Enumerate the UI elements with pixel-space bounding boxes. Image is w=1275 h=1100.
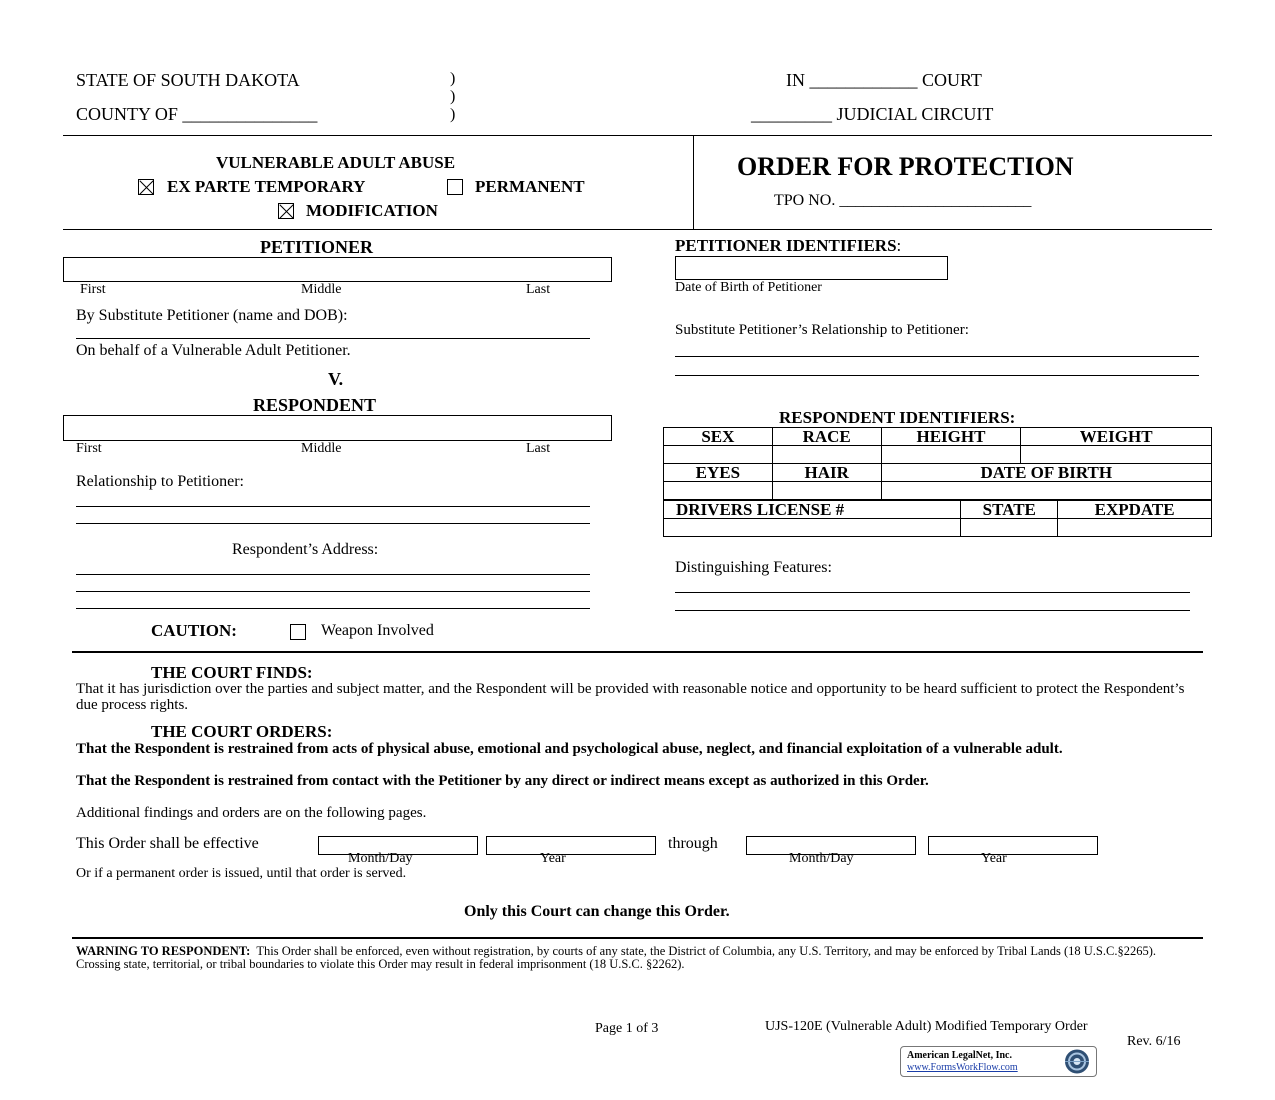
expdate-cell[interactable] [1058,519,1212,537]
globe-icon [1061,1048,1093,1075]
petitioner-name-field[interactable] [63,257,612,282]
last-name-label: Last [526,441,551,456]
month-day-label: Month/Day [348,851,413,866]
weight-header: WEIGHT [1021,428,1212,446]
permanent-label: PERMANENT [475,177,585,196]
dob-cell[interactable] [881,482,1211,500]
permanent-checkbox[interactable] [447,179,463,195]
weapon-label: Weapon Involved [321,622,434,639]
tpo-number: TPO NO. ________________________ [774,192,1032,209]
ex-parte-label: EX PARTE TEMPORARY [167,177,366,196]
height-header: HEIGHT [881,428,1021,446]
respondent-heading: RESPONDENT [253,395,377,415]
license-table [663,500,1212,537]
middle-name-label: Middle [301,441,342,456]
modification-checkbox[interactable] [278,203,294,219]
relationship-line[interactable] [76,523,590,524]
caption-paren: ) [450,88,456,105]
state-cell[interactable] [961,519,1058,537]
drivers-license-cell[interactable] [664,519,961,537]
effective-label: This Order shall be effective [76,835,259,852]
court-orders-heading: THE COURT ORDERS: [151,722,333,741]
warning-text: This Order shall be enforced, even without registration, by courts of any state, the District of Columbia, any U.S. Territory, and may be enforced by Tribal Lands (18 U.S.C.§2265). Crossing state, territorial, or tribal boundaries to violate this Order may result in federal imprisonment (18 U.S.C. §2262). [76,944,1157,971]
address-line[interactable] [76,574,590,575]
caption-paren: ) [450,70,456,87]
divider [63,135,1212,136]
versus-label: V. [328,369,344,389]
order-title: ORDER FOR PROTECTION [737,152,1074,181]
modification-label: MODIFICATION [306,201,438,220]
first-name-label: First [80,282,106,297]
divider [72,937,1203,939]
warning-label: WARNING TO RESPONDENT: [76,944,251,958]
eyes-header: EYES [664,464,773,482]
page-number: Page 1 of 3 [595,1021,659,1036]
logo-url[interactable]: www.FormsWorkFlow.com [907,1062,1018,1073]
substitute-relationship-label: Substitute Petitioner’s Relationship to Petitioner: [675,322,969,338]
respondent-identifiers-table [663,427,1212,500]
distinguishing-line[interactable] [675,610,1190,611]
address-line[interactable] [76,591,590,592]
race-cell[interactable] [772,446,881,464]
respondent-address-label: Respondent’s Address: [232,541,379,558]
divider [72,651,1203,653]
year-label: Year [981,851,1007,866]
race-header: RACE [772,428,881,446]
through-label: through [668,835,718,852]
court-finds-heading: THE COURT FINDS: [151,663,313,682]
substitute-relationship-line[interactable] [675,375,1199,376]
weapon-checkbox[interactable] [290,624,306,640]
divider [693,135,694,229]
petitioner-dob-label: Date of Birth of Petitioner [675,280,822,295]
circuit-label: _________ JUDICIAL CIRCUIT [751,104,994,124]
height-cell[interactable] [881,446,1021,464]
expdate-header: EXPDATE [1058,501,1212,519]
order-line-2: That the Respondent is restrained from contact with the Petitioner by any direct or indirect means except as authorized in this Order. [76,773,929,789]
additional-findings-text: Additional findings and orders are on the following pages. [76,805,427,821]
dob-header: DATE OF BIRTH [881,464,1211,482]
effective-start-year-field[interactable] [486,836,656,855]
caption-paren: ) [450,106,456,123]
distinguishing-line[interactable] [675,592,1190,593]
only-court-note: Only this Court can change this Order. [464,903,730,920]
sex-header: SEX [664,428,773,446]
county-label: COUNTY OF _______________ [76,104,318,124]
last-name-label: Last [526,282,551,297]
substitute-petitioner-label: By Substitute Petitioner (name and DOB): [76,307,348,324]
year-label: Year [540,851,566,866]
form-id: UJS-120E (Vulnerable Adult) Modified Temporary Order [765,1019,1088,1034]
caution-label: CAUTION: [151,621,237,640]
sex-cell[interactable] [664,446,773,464]
substitute-petitioner-line[interactable] [76,338,590,339]
relationship-label: Relationship to Petitioner: [76,473,244,490]
relationship-line[interactable] [76,506,590,507]
case-type-heading: VULNERABLE ADULT ABUSE [216,153,456,172]
drivers-license-header: DRIVERS LICENSE # [664,501,961,519]
address-line[interactable] [76,608,590,609]
hair-header: HAIR [772,464,881,482]
state-header: STATE [961,501,1058,519]
substitute-relationship-line[interactable] [675,356,1199,357]
logo-company-name: American LegalNet, Inc. [907,1050,1012,1061]
ex-parte-checkbox[interactable] [138,179,154,195]
effective-end-year-field[interactable] [928,836,1098,855]
respondent-name-field[interactable] [63,415,612,441]
first-name-label: First [76,441,102,456]
respondent-identifiers-heading: RESPONDENT IDENTIFIERS: [779,408,1016,427]
state-label: STATE OF SOUTH DAKOTA [76,70,300,90]
permanent-order-note: Or if a permanent order is issued, until that order is served. [76,866,407,881]
petitioner-dob-field[interactable] [675,256,948,280]
order-line-1: That the Respondent is restrained from acts of physical abuse, emotional and psychological abuse, neglect, and financial exploitation of a vulnerable adult. [76,741,1063,757]
divider [63,229,1212,230]
petitioner-heading: PETITIONER [260,237,374,257]
petitioner-identifiers-heading: PETITIONER IDENTIFIERS: [675,236,902,255]
eyes-cell[interactable] [664,482,773,500]
middle-name-label: Middle [301,282,342,297]
hair-cell[interactable] [772,482,881,500]
revision-date: Rev. 6/16 [1127,1034,1181,1049]
distinguishing-features-label: Distinguishing Features: [675,559,832,576]
court-label: IN ____________ COURT [786,70,982,90]
on-behalf-text: On behalf of a Vulnerable Adult Petitioner. [76,342,351,359]
legalnet-logo[interactable] [900,1046,1097,1077]
findings-text: That it has jurisdiction over the parties and subject matter, and the Respondent will be provided with reasonable notice and opportunity to be heard sufficient to protect the Respondent’s due process rights. [76,681,1185,713]
weight-cell[interactable] [1021,446,1212,464]
warning-block [76,945,1201,971]
month-day-label: Month/Day [789,851,854,866]
